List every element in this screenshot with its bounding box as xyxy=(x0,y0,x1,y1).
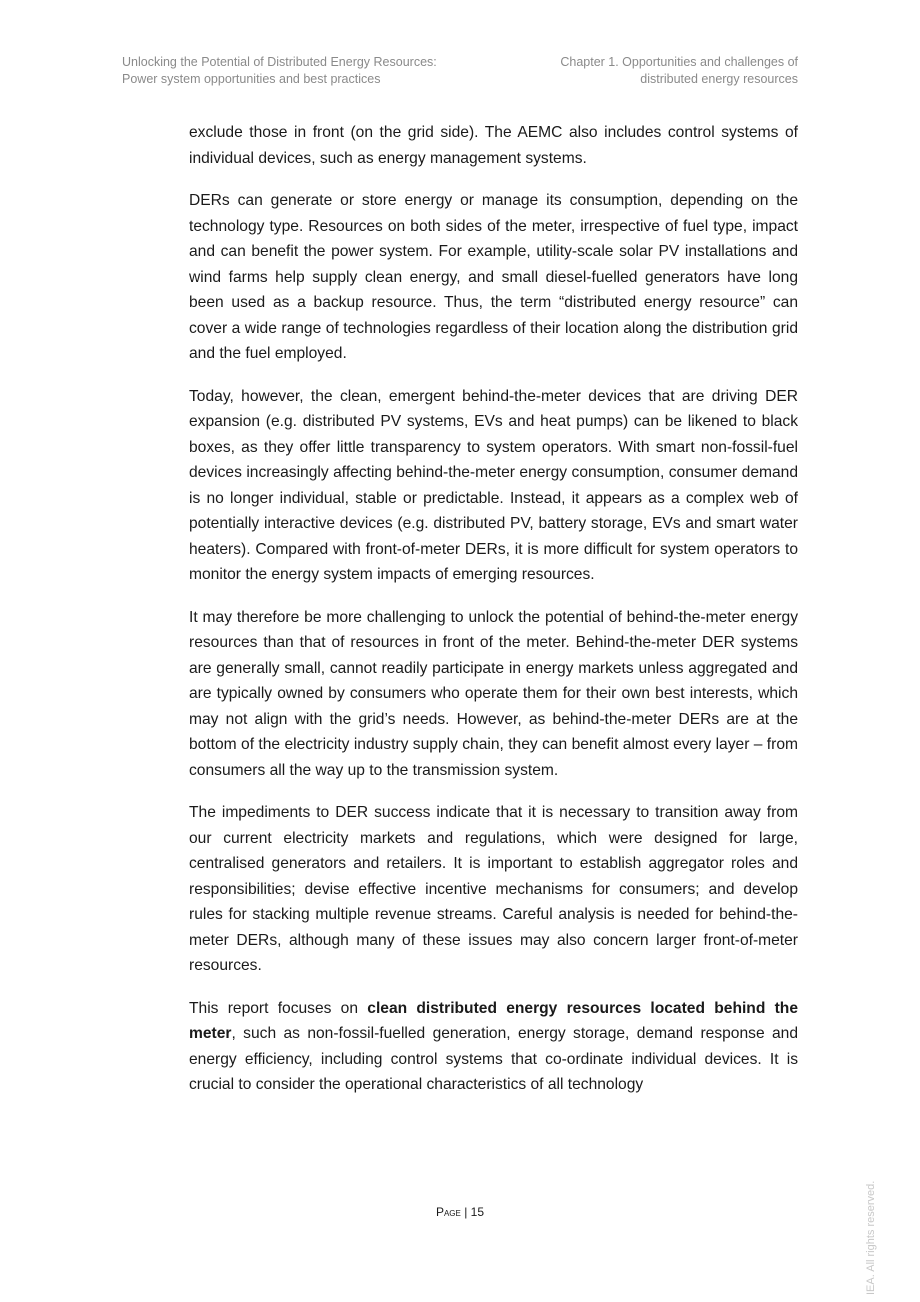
paragraph: exclude those in front (on the grid side). The AEMC also includes control systems of individual devices, such as energy management systems. xyxy=(189,124,798,167)
paragraph: Today, however, the clean, emergent behind-the-meter devices that are driving DER expansion (e.g. distributed PV systems, EVs and heat pumps) can be likened to black boxes, as they offer little transparency to system operators. With smart non-fossil-fuel devices increasingly affecting behind-the-meter energy consumption, consumer demand is no longer individual, stable or predictable. Instead, it appears as a complex web of potentially interactive devices (e.g. distributed PV, battery storage, EVs and smart water heaters). Compared with front-of-meter DERs, it is more difficult for system operators to monitor the energy system impacts of emerging resources. xyxy=(189,387,798,583)
paragraph: The impediments to DER success indicate that it is necessary to transition away from our current electricity markets and regulations, which were designed for large, centralised generators and retailers. It is important to establish aggregator roles and responsibilities; devise effective incentive mechanisms for consumers; and develop rules for stacking multiple revenue streams. Careful analysis is needed for behind-the-meter DERs, although many of these issues may also concern larger front-of-meter resources. xyxy=(189,804,798,974)
watermark-text: IEA. All rights reserved. xyxy=(865,1180,877,1295)
paragraph-report-focus xyxy=(189,996,798,1098)
paragraph: It may therefore be more challenging to unlock the potential of behind-the-meter energy resources than that of resources in front of the meter. Behind-the-meter DER systems are generally small, cannot readily participate in energy markets unless aggregated and are typically owned by consumers who operate them for their own best interests, which may not align with the grid’s needs. However, as behind-the-meter DERs are at the bottom of the electricity industry supply chain, they can benefit almost every layer – from consumers all the way up to the transmission system. xyxy=(189,608,798,779)
paragraph-text: This report focuses on xyxy=(189,999,368,1017)
body-text xyxy=(189,120,798,1115)
copyright-watermark xyxy=(865,1180,885,1295)
page-footer xyxy=(0,1205,920,1219)
page-label: Page xyxy=(435,1205,461,1219)
running-header-chapter xyxy=(560,54,798,88)
header-chapter-line-2: distributed energy resources xyxy=(640,72,798,86)
running-header-title xyxy=(122,54,437,88)
emphasis-text: clean distributed energy resources located behind the meter xyxy=(189,999,798,1042)
page-separator: | xyxy=(460,1205,471,1219)
paragraph: DERs can generate or store energy or manage its consumption, depending on the technology type. Resources on both sides of the meter, irrespective of fuel type, impact and can benefit the power system. For example, utility-scale solar PV installations and wind farms help supply clean energy, and small diesel-fuelled generators have long been used as a backup resource. Thus, the term “distributed energy resource” can cover a wide range of technologies regardless of their location along the distribution grid and the fuel employed. xyxy=(189,192,798,362)
paragraph-text: , such as non-fossil-fuelled generation, energy storage, demand response and energy efficiency, including control systems that co-ordinate individual devices. It is crucial to consider the operational characteristics of all technology xyxy=(189,1025,798,1093)
header-title-line-1: Unlocking the Potential of Distributed Energy Resources: xyxy=(122,55,437,69)
page-number: 15 xyxy=(470,1205,485,1219)
header-chapter-line-1: Chapter 1. Opportunities and challenges of xyxy=(560,55,798,69)
header-title-line-2: Power system opportunities and best practices xyxy=(122,72,381,86)
